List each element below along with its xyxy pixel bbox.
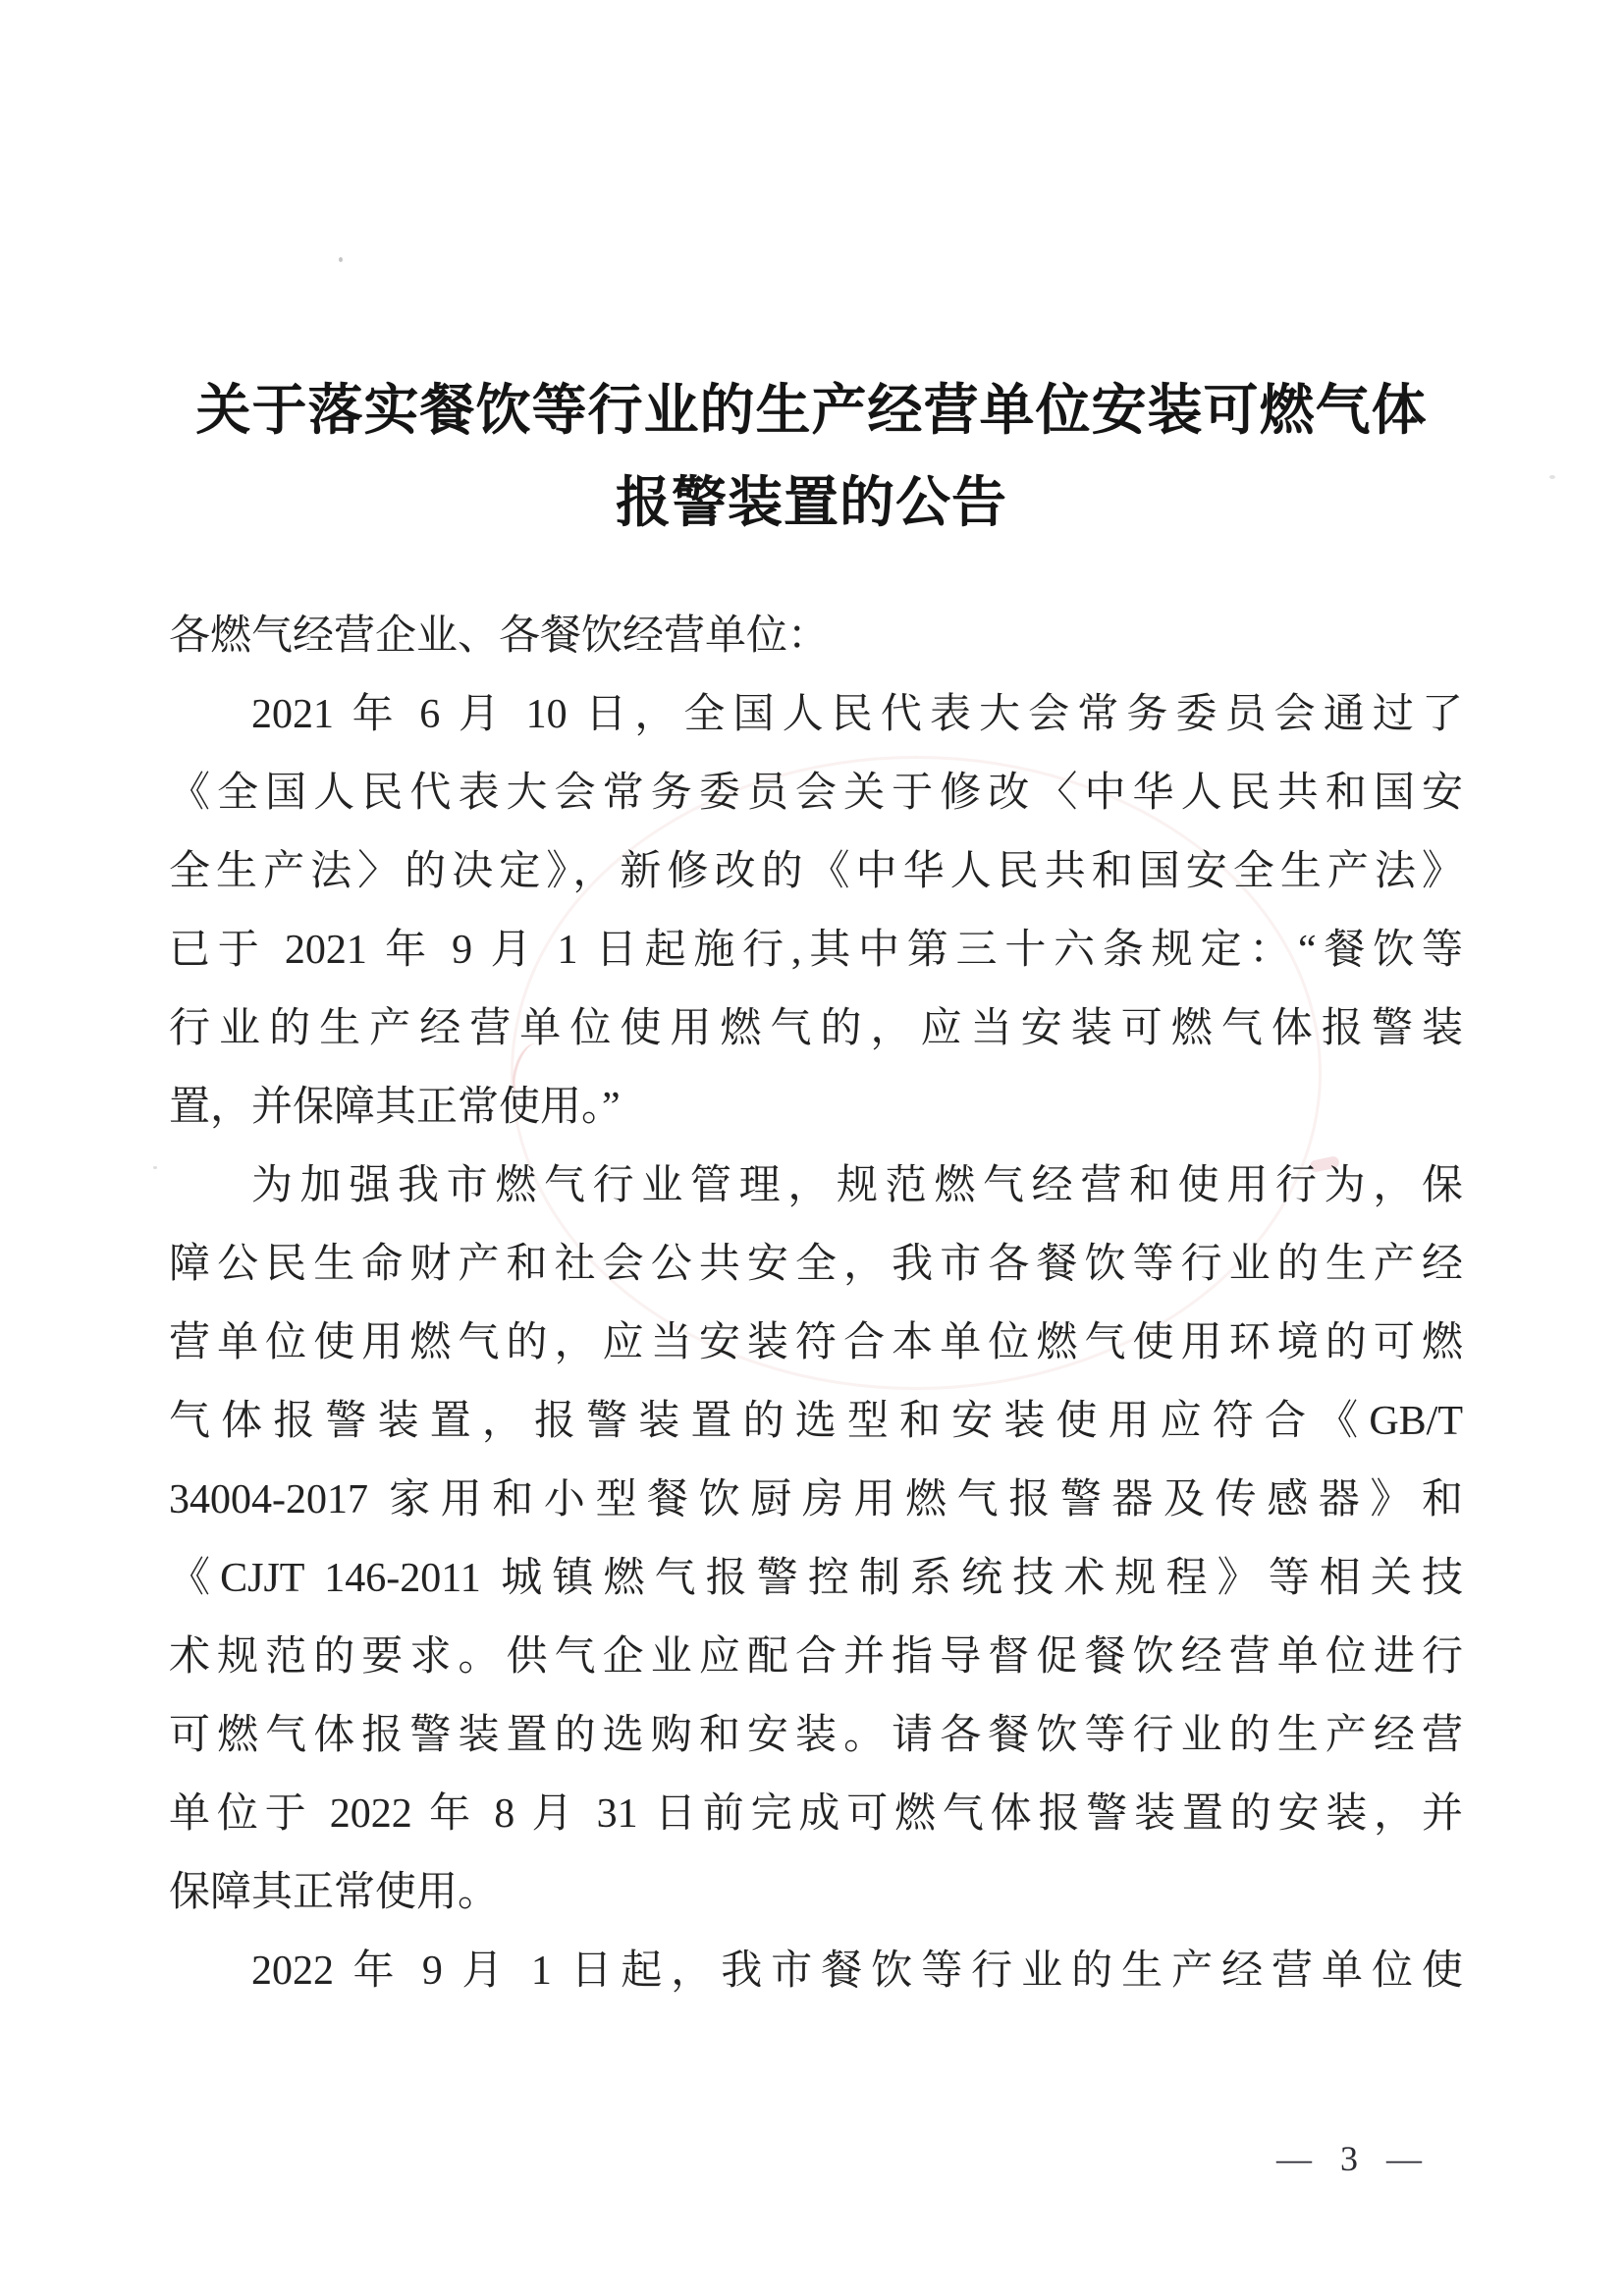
scan-speck: [1549, 475, 1555, 479]
scan-speck: [339, 257, 343, 262]
body-line: 为加强我市燃气行业管理，规范燃气经营和使用行为，保: [251, 1163, 1463, 1208]
notice-title: [137, 365, 1486, 550]
body-line: 单位于 2022 年 8 月 31 日前完成可燃气体报警装置的安装，并: [169, 1791, 1463, 1837]
notice-title-line-1: 关于落实餐饮等行业的生产经营单位安装可燃气体: [195, 381, 1428, 442]
body-line: 术规范的要求。供气企业应配合并指导督促餐饮经营单位进行: [169, 1634, 1463, 1680]
body-line: 《CJJT 146-2011 城镇燃气报警控制系统技术规程》等相关技: [169, 1556, 1463, 1601]
body-line: 营单位使用燃气的，应当安装符合本单位燃气使用环境的可燃: [169, 1320, 1463, 1365]
body-line: 《全国人民代表大会常务委员会关于修改〈中华人民共和国安: [169, 771, 1463, 816]
body-line: 全生产法〉的决定》，新修改的《中华人民共和国安全生产法》: [169, 849, 1463, 894]
body-line: 置，并保障其正常使用。”: [169, 1085, 621, 1130]
notice-body: [169, 597, 1463, 2010]
body-line: 保障其正常使用。: [169, 1870, 500, 1915]
body-line: 可燃气体报警装置的选购和安装。请各餐饮等行业的生产经营: [169, 1713, 1463, 1758]
page-number: — 3 —: [1276, 2139, 1432, 2178]
body-line: 障公民生命财产和社会公共安全，我市各餐饮等行业的生产经: [169, 1242, 1463, 1287]
body-line: 气体报警装置，报警装置的选型和安装使用应符合《GB/T: [169, 1399, 1463, 1444]
notice-title-line-2: 报警装置的公告: [616, 473, 1007, 534]
body-line: 行业的生产经营单位使用燃气的，应当安装可燃气体报警装: [169, 1006, 1463, 1051]
body-line: 已于 2021 年 9 月 1 日起施行,其中第三十六条规定：“餐饮等: [169, 928, 1463, 973]
scan-speck: [153, 1166, 157, 1169]
body-line: 2022 年 9 月 1 日起，我市餐饮等行业的生产经营单位使: [251, 1949, 1463, 1994]
body-line: 34004-2017 家用和小型餐饮厨房用燃气报警器及传感器》和: [169, 1477, 1463, 1522]
salutation-line: 各燃气经营企业、各餐饮经营单位：: [169, 614, 830, 659]
body-line: 2021 年 6 月 10 日，全国人民代表大会常务委员会通过了: [251, 692, 1463, 737]
